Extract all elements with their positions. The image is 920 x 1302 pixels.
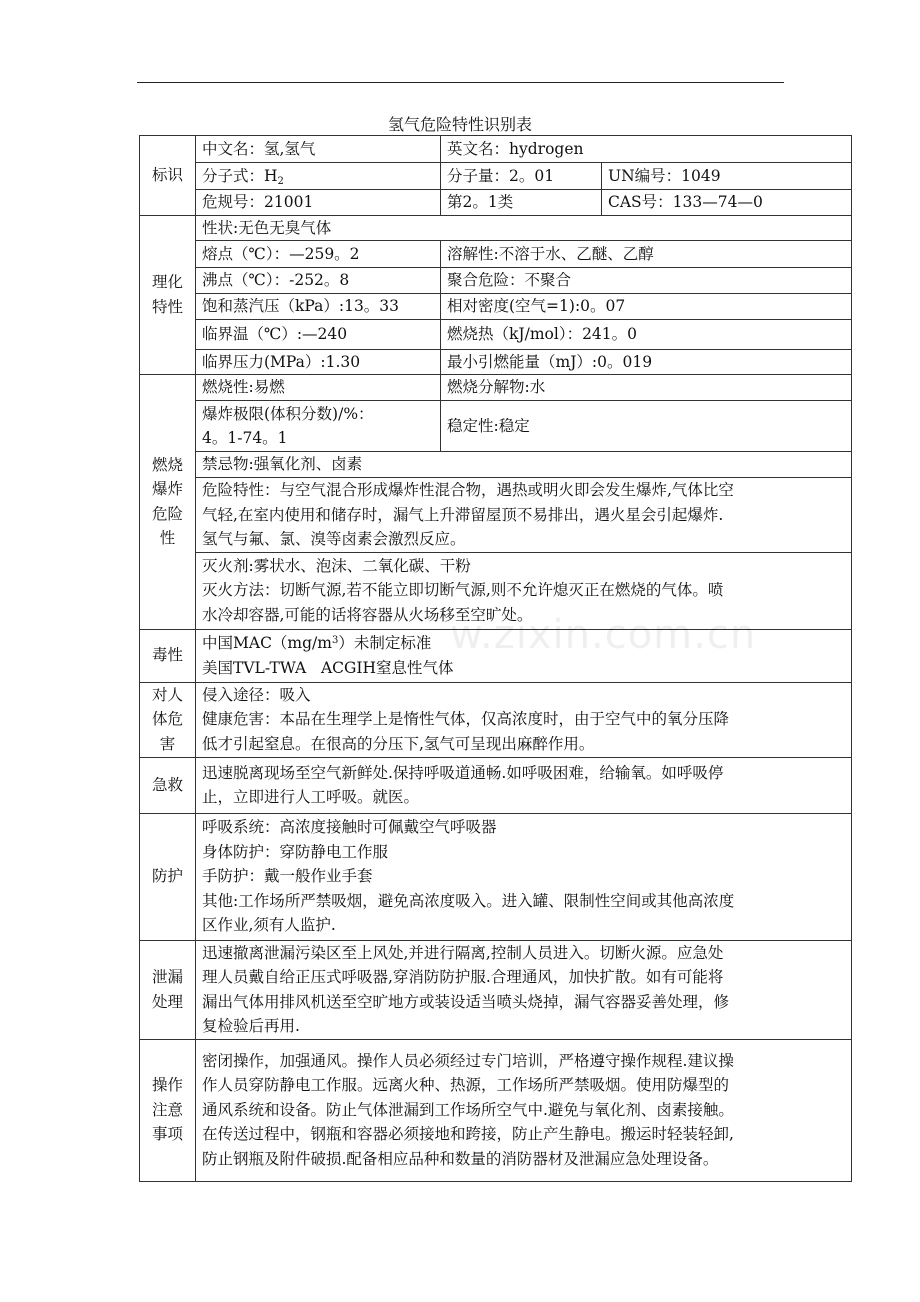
hazard-characteristics-cell: 危险特性：与空气混合形成爆炸性混合物，遇热或明火即会发生爆炸,气体比空 气轻,在室内使用和储存时，漏气上升滞留屋顶不易排出，遇火星会引起爆炸. 氢气与氟、氯、溴等卤素会激烈反应。 — [196, 478, 852, 553]
appearance-cell: 性状:无色无臭气体 — [196, 215, 852, 241]
english-name-cell: 英文名：hydrogen — [441, 136, 852, 163]
stability-cell: 稳定性:稳定 — [441, 401, 852, 452]
document-title: 氢气危险特性识别表 — [387, 115, 532, 134]
health-cell: 侵入途径：吸入 健康危害：本品在生理学上是惰性气体，仅高浓度时，由于空气中的氧分压降 低才引起窒息。在很高的分压下,氢气可呈现出麻醉作用。 — [196, 682, 852, 757]
hazard-class-cell: 第2。1类 — [441, 190, 602, 216]
explosion-limit-cell: 爆炸极限(体积分数)/%： 4。1-74。1 — [196, 401, 441, 452]
toxicity-cell — [196, 629, 852, 682]
first-aid-cell: 迅速脱离现场至空气新鲜处.保持呼吸道通畅.如呼吸困难，给输氧。如呼吸停 止，立即进行人工呼吸。就医。 — [196, 757, 852, 813]
category-first-aid: 急救 — [140, 757, 196, 813]
incompatible-cell: 禁忌物:强氧化剂、卤素 — [196, 452, 852, 478]
polymerization-cell: 聚合危险：不聚合 — [441, 268, 852, 294]
category-leak: 泄漏 处理 — [140, 940, 196, 1039]
extinguishing-cell: 灭火剂:雾状水、泡沫、二氧化碳、干粉 灭火方法：切断气源,若不能立即切断气源,则不允许熄灭正在燃烧的气体。喷 水冷却容器,可能的话将容器从火场移至空旷处。 — [196, 552, 852, 629]
flammability-cell: 燃烧性:易燃 — [196, 375, 441, 401]
critical-pressure-cell: 临界压力(MPa）:1.30 — [196, 349, 441, 375]
category-protection: 防护 — [140, 813, 196, 940]
boiling-point-cell: 沸点（℃）：-252。8 — [196, 268, 441, 294]
leak-cell: 迅速撤离泄漏污染区至上风处,并进行隔离,控制人员进入。切断火源。应急处 理人员戴自给正压式呼吸器,穿消防防护服.合理通风，加快扩散。如有可能将 漏出气体用排风机送至空旷地方或装设适当喷头烧掉，漏气容器妥善处理，修 复检验后再用. — [196, 940, 852, 1039]
hazard-code-cell: 危规号：21001 — [196, 190, 441, 216]
critical-temp-cell: 临界温（℃）:—240 — [196, 319, 441, 349]
chinese-name-cell: 中文名：氢,氢气 — [196, 136, 441, 163]
category-physchem: 理化 特性 — [140, 215, 196, 375]
category-identification: 标识 — [140, 136, 196, 216]
formula-subscript: 2 — [277, 175, 284, 187]
decomposition-cell: 燃烧分解物:水 — [441, 375, 852, 401]
formula-text: 分子式：H — [202, 166, 278, 185]
watermark: w.zixin.com.cn — [450, 612, 757, 658]
category-combustion: 燃烧 爆炸 危险 性 — [140, 375, 196, 630]
min-ignition-energy-cell: 最小引燃能量（mJ）:0。019 — [441, 349, 852, 375]
toxicity-china: 中国$MAC(mg/m^3)$未制定标准 — [202, 634, 432, 652]
category-handling: 操作 注意 事项 — [140, 1039, 196, 1181]
hazard-table — [139, 135, 852, 1182]
category-health: 对人 体危 害 — [140, 682, 196, 757]
protection-cell: 呼吸系统：高浓度接触时可佩戴空气呼吸器 身体防护：穿防静电工作服 手防护：戴一般作业手套 其他:工作场所严禁吸烟，避免高浓度吸入。进入罐、限制性空间或其他高浓度 区作业,须有人监护. — [196, 813, 852, 940]
relative-density-cell: 相对密度(空气=1):0。07 — [441, 293, 852, 319]
toxicity-usa: 美国TVL-TWA ACGIH窒息性气体 — [202, 658, 454, 677]
heat-of-combustion-cell: 燃烧热（kJ/mol）：241。0 — [441, 319, 852, 349]
category-toxicity: 毒性 — [140, 629, 196, 682]
handling-cell: 密闭操作，加强通风。操作人员必须经过专门培训，严格遵守操作规程.建议操 作人员穿防静电工作服。远离火种、热源，工作场所严禁吸烟。使用防爆型的 通风系统和设备。防止气体泄漏到工作场所空气中.避免与氧化剂、卤素接触。 在传送过程中，钢瓶和容器必须接地和跨接，防止产生静电。搬运时轻装轻卸, 防止钢瓶及附件破损.配备相应品种和数量的消防器材及泄漏应急处理设备。 — [196, 1039, 852, 1181]
header-rule — [137, 82, 784, 83]
formula-cell — [196, 163, 441, 190]
solubility-cell: 溶解性:不溶于水、乙醚、乙醇 — [441, 241, 852, 268]
cas-number-cell: CAS号：133—74—0 — [602, 190, 852, 216]
molecular-weight-cell: 分子量：2。01 — [441, 163, 602, 190]
vapor-pressure-cell: 饱和蒸汽压（kPa）:13。33 — [196, 293, 441, 319]
un-number-cell: UN编号：1049 — [602, 163, 852, 190]
melting-point-cell: 熔点（℃）：—259。2 — [196, 241, 441, 268]
